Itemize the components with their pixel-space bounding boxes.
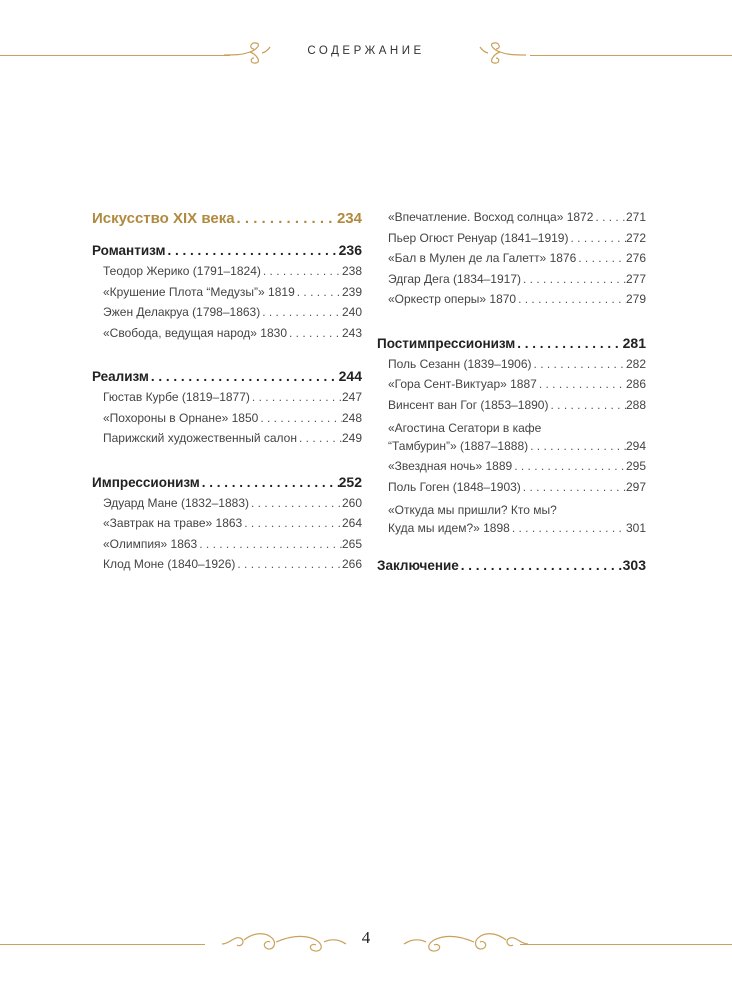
item-page: 282 [625,356,646,371]
footer-rule-right [520,944,732,945]
toc-item[interactable] [377,231,646,252]
leader-dots [250,390,342,404]
toc-item[interactable] [92,431,362,452]
item-title: «Впечатление. Восход солнца» 1872 [388,210,594,224]
leader-dots [515,336,622,351]
section-title: Заключение [377,558,459,573]
item-title: Поль Сезанн (1839–1906) [388,356,532,371]
item-page: 249 [341,431,362,445]
section-title: Реализм [92,369,149,384]
toc-item[interactable] [92,496,362,517]
item-page: 265 [341,536,362,551]
section-title: Романтизм [92,243,166,258]
toc-item[interactable] [377,398,646,419]
leader-dots [200,475,339,490]
item-title: «Олимпия» 1863 [103,536,198,551]
toc-right-column [377,210,646,579]
section-page: 244 [338,368,362,384]
item-title: «Гора Сент-Виктуар» 1887 [388,377,537,391]
item-title: «Похороны в Орнане» 1850 [103,410,259,425]
leader-dots [261,264,342,278]
item-page: 277 [625,271,646,286]
item-page: 266 [341,557,362,571]
item-page: 239 [341,284,362,299]
toc-left-column [92,210,362,578]
leader-dots [242,516,342,530]
leader-dots [249,496,342,510]
item-page: 276 [625,251,646,265]
item-page: 247 [341,390,362,404]
page-number: 4 [361,928,371,947]
item-page: 286 [625,377,646,391]
toc-item[interactable] [377,272,646,293]
toc-item[interactable] [92,516,362,537]
item-title: Клод Моне (1840–1926) [103,557,236,571]
section-page: 303 [622,557,646,573]
leader-dots [297,431,342,445]
item-title: Куда мы идем?» 1898 [388,520,510,535]
item-title: «Свобода, ведущая народ» 1830 [103,325,288,340]
item-page: 288 [625,397,646,412]
item-title: Поль Гоген (1848–1903) [388,479,521,494]
toc-item[interactable] [92,537,362,558]
leader-dots [548,398,625,412]
section-entry-impressionism[interactable] [92,474,362,496]
part-entry[interactable] [92,210,362,232]
item-page: 297 [625,479,646,494]
item-title: «Бал в Мулен де ла Галетт» 1876 [388,251,577,265]
item-page: 295 [625,459,646,473]
item-page: 248 [341,410,362,425]
item-page: 238 [341,264,362,278]
header-rule-right [530,55,732,56]
toc-header-title: СОДЕРЖАНИЕ [307,45,425,57]
leader-dots [459,558,623,573]
leader-dots [537,377,626,391]
toc-item-two-line[interactable] [377,418,646,459]
leader-dots [287,326,342,340]
part-page: 234 [336,210,362,227]
item-title: «Крушение Плота “Медузы”» 1819 [103,284,295,299]
section-entry-post-impressionism[interactable] [377,335,646,357]
leader-dots [165,243,338,258]
item-title: «Оркестр оперы» 1870 [388,292,517,306]
toc-item[interactable] [92,264,362,285]
part-title: Искусство XIX века [92,210,235,227]
leader-dots [197,537,342,551]
leader-dots [512,459,626,473]
toc-item[interactable] [377,357,646,378]
footer-flourish-right-icon [400,926,530,960]
item-title-line1: «Агостина Сегатори в кафе [388,421,542,435]
leader-dots [235,210,337,227]
item-page: 243 [341,325,362,340]
item-title: Эдгар Дега (1834–1917) [388,271,522,286]
item-page: 240 [341,305,362,319]
leader-dots [593,210,626,224]
section-page: 236 [338,242,362,258]
item-title: «Завтрак на траве» 1863 [103,516,243,530]
section-entry-realism[interactable] [92,368,362,390]
leader-dots [528,439,626,453]
item-page: 301 [625,520,646,535]
toc-item[interactable] [377,480,646,501]
item-page: 279 [625,292,646,306]
item-page: 260 [341,495,362,510]
toc-item-two-line[interactable] [377,500,646,541]
item-title: Винсент ван Гог (1853–1890) [388,397,549,412]
leader-dots [521,272,626,286]
header-flourish-right-icon [478,40,528,66]
section-page: 252 [338,473,362,490]
item-title: Парижский художественный салон [103,431,297,445]
leader-dots [235,557,342,571]
toc-item[interactable] [377,377,646,398]
item-title: «Звездная ночь» 1889 [388,459,513,473]
item-page: 294 [625,438,646,453]
leader-dots [149,369,339,384]
toc-item[interactable] [377,292,646,313]
item-title: Эжен Делакруа (1798–1863) [103,305,261,319]
leader-dots [295,285,342,299]
toc-item[interactable] [92,390,362,411]
leader-dots [568,231,625,245]
leader-dots [521,480,626,494]
item-page: 272 [625,230,646,245]
section-title: Импрессионизм [92,474,200,490]
leader-dots [510,521,626,535]
item-title: Пьер Огюст Ренуар (1841–1919) [388,230,569,245]
item-title-line1: «Откуда мы пришли? Кто мы? [388,503,557,517]
item-title: Теодор Жерико (1791–1824) [103,264,261,278]
leader-dots [258,411,342,425]
toc-item[interactable] [377,459,646,480]
toc-item[interactable] [92,411,362,432]
item-title: Гюстав Курбе (1819–1877) [103,390,250,404]
toc-item[interactable] [92,326,362,347]
item-title: “Тамбурин”» (1887–1888) [388,438,529,453]
item-page: 271 [625,210,646,224]
section-entry-romanticism[interactable] [92,242,362,264]
leader-dots [576,251,626,265]
section-entry-conclusion[interactable] [377,557,646,579]
item-title: Эдуард Мане (1832–1883) [103,495,249,510]
toc-item[interactable] [92,557,362,578]
section-title: Постимпрессионизм [377,335,516,351]
section-page: 281 [622,334,646,351]
item-page: 264 [341,516,362,530]
toc-item[interactable] [377,210,646,231]
leader-dots [260,305,342,319]
toc-item[interactable] [92,305,362,326]
toc-item[interactable] [377,251,646,272]
toc-item[interactable] [92,285,362,306]
leader-dots [516,292,626,306]
leader-dots [532,357,626,371]
